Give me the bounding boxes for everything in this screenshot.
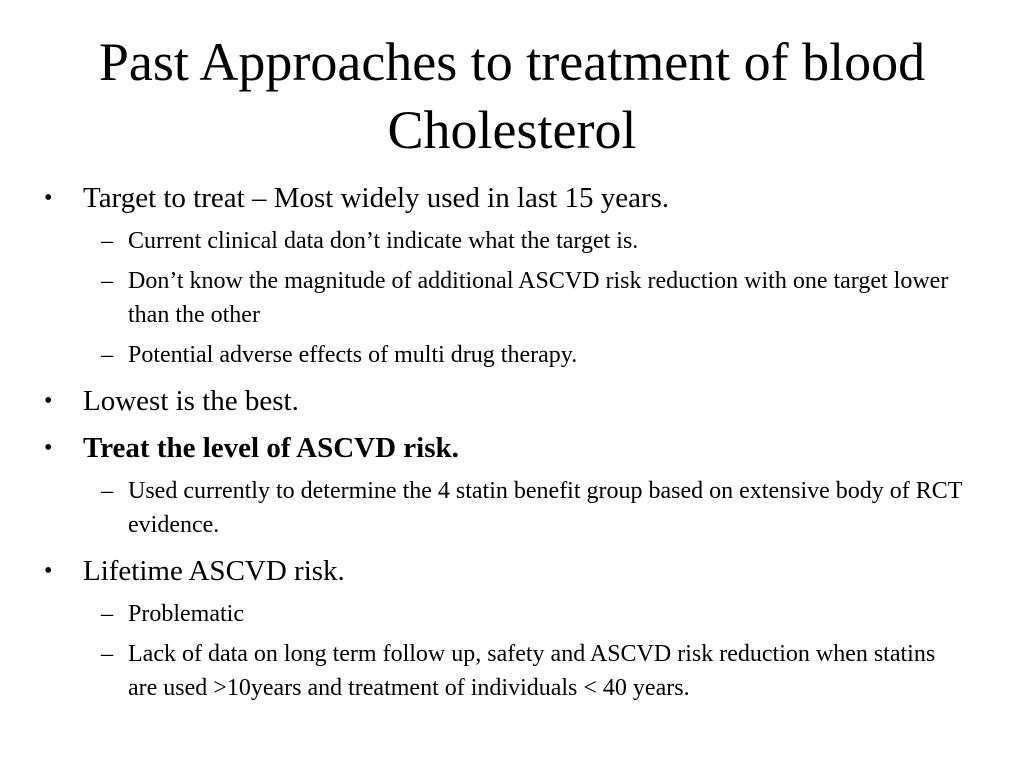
sub-bullet-item: [0, 637, 1024, 705]
dash-icon: –: [101, 641, 113, 667]
sub-bullet-text: Don’t know the magnitude of additional ASCVD risk reduction with one target lower than the other: [128, 268, 949, 328]
sub-bullet-item: [0, 224, 1024, 258]
bullet-item: [0, 428, 1024, 468]
dash-icon: –: [101, 478, 113, 504]
bullet-item: [0, 551, 1024, 591]
sub-bullet-text: Problematic: [128, 601, 244, 627]
bullet-dot-icon: •: [44, 388, 53, 414]
bullet-list: [0, 178, 1024, 705]
dash-icon: –: [101, 342, 113, 368]
sub-bullet-text: Potential adverse effects of multi drug therapy.: [128, 342, 578, 368]
bullet-dot-icon: •: [44, 558, 53, 584]
bullet-text: Target to treat – Most widely used in last 15 years.: [83, 182, 670, 214]
sub-bullet-item: [0, 597, 1024, 631]
bullet-dot-icon: •: [44, 185, 53, 211]
bullet-text-bold: Treat the level of ASCVD risk.: [83, 432, 459, 464]
slide-title: Past Approaches to treatment of blood Cholesterol: [98, 32, 926, 160]
bullet-item: [0, 178, 1024, 218]
dash-icon: –: [101, 601, 113, 627]
sub-bullet-text: Lack of data on long term follow up, safety and ASCVD risk reduction when statins are used >10years and treatment of individuals < 40 years.: [128, 641, 936, 701]
dash-icon: –: [101, 228, 113, 254]
bullet-item: [0, 381, 1024, 421]
sub-bullet-text: Used currently to determine the 4 statin benefit group based on extensive body of RCT evidence.: [128, 478, 963, 538]
sub-bullet-item: [0, 474, 1024, 542]
bullet-dot-icon: •: [44, 435, 53, 461]
bullet-text: Lifetime ASCVD risk.: [83, 555, 345, 587]
sub-bullet-text: Current clinical data don’t indicate what the target is.: [128, 228, 639, 254]
dash-icon: –: [101, 268, 113, 294]
sub-bullet-item: [0, 338, 1024, 372]
sub-bullet-item: [0, 264, 1024, 332]
bullet-text: Lowest is the best.: [83, 385, 299, 417]
